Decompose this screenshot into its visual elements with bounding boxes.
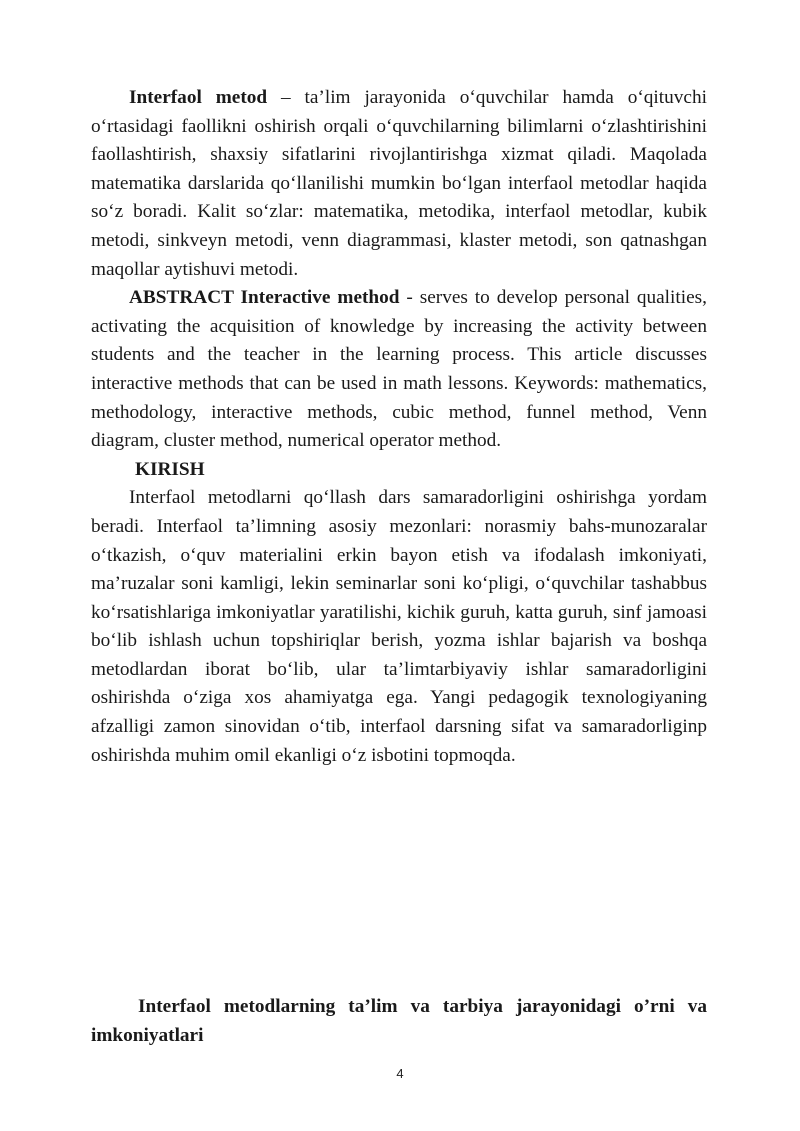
section-heading: Interfaol metodlarning ta’lim va tarbiya jarayonidagi o’rni va imkoniyatlari — [91, 996, 707, 1046]
page-body — [91, 84, 707, 770]
abstract-uz-term: Interfaol metod — [129, 87, 268, 108]
page-number: 4 — [396, 1066, 404, 1081]
intro-heading: KIRISH — [135, 458, 205, 480]
abstract-en-paragraph — [91, 284, 707, 456]
intro-paragraph: Interfaol metodlarni qo‘llash dars samaradorligini oshirishga yordam beradi. Interfaol ta’limning asosiy mezonlari: norasmiy bahs-munozaralar o‘tkazish, o‘quv materialini erkin bayon etish va ifodalash imkoniyati, ma’ruzalar soni kamligi, lekin seminarlar soni ko‘pligi, o‘quvchilar tashabbus ko‘rsatishlariga imkoniyatlar yaratilishi, kichik guruh, katta guruh, sinf jamoasi bo‘lib ishlash uchun topshiriqlar berish, yozma ishlar bajarish va boshqa metodlardan iborat bo‘lib, ular ta’limtarbiyaviy ishlar samaradorligini oshirishda o‘ziga xos ahamiyatga ega. Yangi pedagogik texnologiyaning afzalligi zamon sinovidan o‘tib, interfaol darsning sifat va samaradorliginp oshirishda muhim omil ekanligi o‘z isbotini topmoqda. — [91, 487, 707, 766]
abstract-en-term: ABSTRACT Interactive method — [129, 287, 400, 309]
abstract-uz-paragraph — [91, 84, 707, 284]
abstract-uz-text: – ta’lim jarayonida o‘quvchilar hamda o‘qituvchi o‘rtasidagi faollikni oshirish orqali o‘quvchilarning bilimlarni o‘zlashtirishini faollashtirish, shaxsiy sifatlarini rivojlantirishga xizmat qiladi. Maqolada matematika darslarida qo‘llanilishi mumkin bo‘lgan interfaol metodlar haqida so‘z boradi. Kalit so‘zlar: matematika, metodika, interfaol metodlar, kubik metodi, sinkveyn metodi, venn diagrammasi, klaster metodi, son qatnashgan maqollar aytishuvi metodi. — [91, 87, 707, 280]
abstract-en-text: - serves to develop personal qualities, activating the acquisition of knowledge by increasing the activity between students and the teacher in the learning process. This article discusses interactive methods that can be used in math lessons. Keywords: mathematics, methodology, interactive methods, cubic method, funnel method, Venn diagram, cluster method, numerical operator method. — [91, 287, 707, 452]
